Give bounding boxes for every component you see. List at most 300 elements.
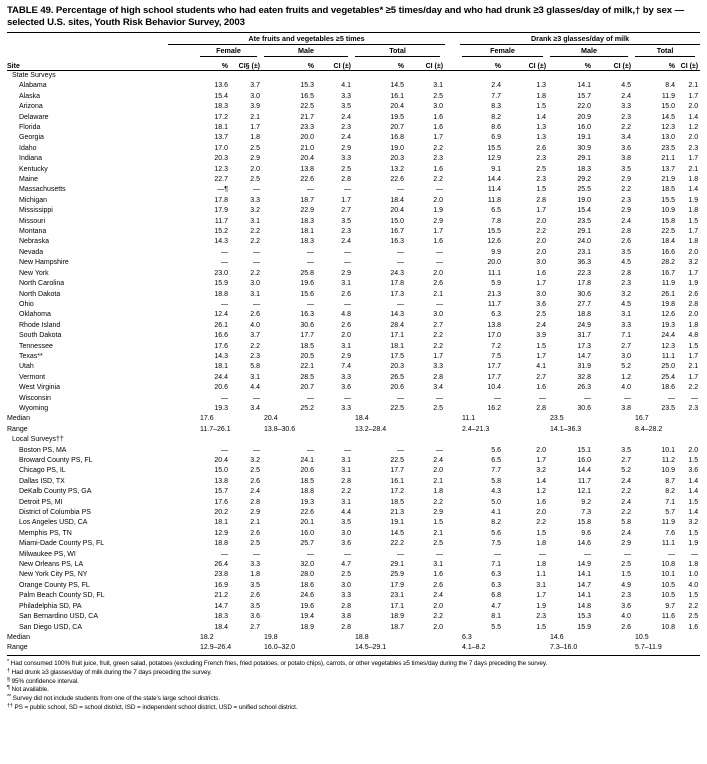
value-cell: 23.5	[661, 404, 676, 412]
ci-header: CI (±)	[316, 57, 353, 71]
value-cell: 2.0	[536, 509, 547, 517]
value-cell: 3.4	[433, 384, 444, 392]
column-gap	[445, 144, 460, 154]
value-cell: 16.3	[300, 311, 314, 319]
value-cell: —	[624, 394, 632, 402]
summary-value: 14.6	[550, 633, 564, 641]
value-cell: 11.7	[577, 477, 592, 485]
value-cell: 1.9	[433, 207, 444, 215]
table-row	[7, 539, 700, 549]
value-cell: 11.2	[661, 457, 676, 464]
value-cell: 13.7	[214, 134, 228, 142]
value-cell: 18.4	[661, 238, 676, 246]
value-cell: 1.1	[536, 571, 547, 579]
value-cell: 7.2	[491, 342, 502, 350]
table-row	[7, 196, 700, 206]
value-cell: 2.5	[341, 165, 351, 173]
value-cell: 3.3	[341, 404, 351, 412]
value-cell: 13.6	[214, 82, 228, 90]
value-cell: 2.4	[621, 92, 632, 100]
value-cell: 16.7	[661, 269, 676, 277]
table-row	[7, 113, 700, 123]
value-cell: 6.5	[491, 207, 502, 215]
group-header-fruits	[198, 34, 445, 45]
value-cell: 2.6	[621, 238, 632, 246]
value-cell: 25.4	[661, 373, 676, 381]
value-cell: 3.0	[341, 529, 351, 537]
column-gap	[445, 633, 460, 643]
value-cell: 5.0	[491, 498, 502, 506]
value-cell: 24.0	[577, 238, 592, 246]
value-cell: 1.7	[536, 457, 547, 464]
value-cell: 2.5	[433, 540, 444, 548]
value-cell: 3.5	[250, 581, 260, 589]
value-cell: 25.0	[661, 363, 676, 371]
column-gap	[445, 331, 460, 341]
column-gap	[445, 258, 460, 268]
value-cell: —	[221, 248, 228, 256]
value-cell: 4.4	[341, 509, 351, 517]
value-cell: 23.5	[661, 144, 676, 152]
value-cell: 30.6	[577, 290, 592, 298]
site-name: Vermont	[19, 373, 46, 381]
value-cell: 2.1	[433, 529, 444, 537]
value-cell: 29.1	[577, 155, 592, 163]
value-cell: 22.7	[214, 176, 228, 184]
value-cell: 12.9	[214, 529, 228, 537]
value-cell: 7.8	[491, 217, 502, 225]
value-cell: 3.9	[250, 103, 260, 111]
value-cell: 4.3	[491, 488, 502, 496]
site-name: District of Columbia PS	[19, 509, 91, 517]
value-cell: 19.0	[577, 196, 592, 204]
value-cell: 18.5	[390, 498, 404, 506]
value-cell: 2.9	[341, 144, 351, 152]
value-cell: 3.6	[250, 613, 260, 621]
value-cell: 23.3	[300, 124, 314, 131]
column-gap	[445, 602, 460, 612]
value-cell: 17.7	[300, 332, 314, 340]
value-cell: —	[397, 300, 404, 308]
value-cell: 4.1	[536, 363, 547, 371]
column-gap	[445, 321, 460, 331]
column-gap	[445, 206, 460, 216]
site-name: Palm Beach County SD, FL	[19, 592, 105, 600]
value-cell: 9.7	[665, 602, 676, 610]
value-cell: 22.9	[300, 207, 314, 215]
column-gap	[445, 185, 460, 195]
table-row	[7, 310, 700, 320]
value-cell: 2.7	[621, 342, 632, 350]
column-gap	[445, 290, 460, 300]
value-cell: 2.9	[621, 207, 632, 215]
column-gap	[445, 154, 460, 164]
value-cell: 16.0	[300, 529, 314, 537]
value-cell: 15.3	[300, 82, 314, 90]
footnote-marker: §	[7, 676, 10, 683]
site-name: Wisconsin	[19, 394, 51, 402]
value-cell: —	[221, 394, 228, 402]
value-cell: 2.2	[621, 509, 632, 517]
value-cell: 20.6	[300, 467, 314, 475]
value-cell: 23.0	[214, 269, 228, 277]
value-cell: 10.9	[661, 467, 676, 475]
summary-value: 10.5	[635, 633, 649, 641]
table-row	[7, 227, 700, 237]
table-row	[7, 300, 700, 310]
value-cell: 8.1	[491, 613, 502, 621]
value-cell: 3.0	[621, 352, 632, 360]
value-cell: 3.1	[536, 581, 547, 589]
value-cell: 7.3	[581, 509, 592, 517]
site-name: Los Angeles USD, CA	[19, 519, 88, 527]
page-title: TABLE 49. Percentage of high school students who had eaten fruits and vegetables* ≥5 times/day and who had drunk ≥3 glasses/day of milk,† by sex — selected U.S. sites, Youth Risk Behavior Survey, 2003	[7, 5, 700, 33]
section-header-row	[7, 435, 700, 445]
site-name: DeKalb County PS, GA	[19, 488, 92, 496]
table-row	[7, 165, 700, 175]
value-cell: 30.6	[577, 404, 592, 412]
value-cell: —	[253, 550, 260, 558]
group-header-row	[7, 34, 700, 45]
value-cell: 5.9	[491, 280, 502, 288]
value-cell: 17.2	[214, 113, 228, 121]
table-body	[7, 70, 700, 653]
column-gap	[445, 487, 460, 497]
value-cell: 16.6	[214, 332, 228, 340]
value-cell: 11.8	[487, 196, 502, 204]
value-cell: 21.1	[661, 155, 676, 163]
value-cell: 3.5	[341, 217, 351, 225]
value-cell: 26.5	[390, 373, 404, 381]
value-cell: 36.3	[577, 259, 592, 267]
value-cell: 18.3	[214, 103, 228, 111]
value-cell: 14.1	[577, 571, 592, 579]
value-cell: 24.3	[390, 269, 404, 277]
value-cell: 1.7	[341, 196, 351, 204]
value-cell: 17.1	[390, 332, 404, 340]
value-cell: 1.5	[536, 186, 547, 194]
value-cell: 2.7	[250, 623, 260, 631]
value-cell: 2.6	[341, 290, 351, 298]
column-gap	[445, 612, 460, 622]
value-cell: 3.3	[341, 92, 351, 100]
value-cell: 20.6	[214, 384, 228, 392]
summary-value: 14.1–36.3	[550, 425, 582, 433]
site-name: New York	[19, 269, 49, 277]
value-cell: —	[221, 300, 228, 308]
subgroup-label: Female	[462, 46, 543, 57]
value-cell: 2.4	[341, 134, 351, 142]
value-cell: 2.5	[250, 144, 260, 152]
value-cell: —	[539, 550, 547, 558]
footnote-marker: ¶	[7, 685, 10, 692]
value-cell: 15.4	[577, 207, 592, 215]
value-cell: 4.7	[491, 602, 502, 610]
table-row	[7, 623, 700, 633]
value-cell: 3.2	[250, 207, 260, 215]
value-cell: 20.7	[300, 384, 314, 392]
site-name: Dallas ISD, TX	[19, 477, 65, 485]
value-cell: 11.6	[661, 613, 676, 621]
value-cell: 32.0	[300, 561, 314, 569]
value-cell: 2.0	[688, 134, 699, 142]
value-cell: 2.5	[341, 571, 351, 579]
value-cell: 7.7	[491, 467, 502, 475]
value-cell: —	[221, 550, 228, 558]
value-cell: 14.5	[390, 529, 404, 537]
value-cell: 20.3	[390, 363, 404, 371]
column-gap	[445, 518, 460, 528]
summary-value: 20.4	[264, 415, 278, 423]
value-cell: 3.6	[341, 540, 351, 548]
value-cell: 16.3	[390, 238, 404, 246]
value-cell: 16.1	[390, 477, 404, 485]
table-row	[7, 602, 700, 612]
summary-value: 19.8	[264, 633, 278, 641]
value-cell: 2.9	[341, 352, 351, 360]
value-cell: 2.0	[688, 446, 699, 454]
value-cell: 2.3	[621, 592, 632, 600]
value-cell: 3.2	[536, 467, 547, 475]
value-cell: 2.7	[341, 207, 351, 215]
value-cell: 2.2	[250, 228, 260, 236]
value-cell: 1.5	[536, 342, 547, 350]
value-cell: 23.1	[577, 248, 592, 256]
value-cell: 7.1	[665, 498, 676, 506]
site-name: Delaware	[19, 113, 49, 121]
value-cell: —	[436, 446, 444, 454]
value-cell: —	[668, 394, 676, 402]
table-row	[7, 248, 700, 258]
column-gap	[445, 383, 460, 393]
value-cell: —	[344, 446, 351, 454]
value-cell: 2.2	[621, 186, 632, 194]
value-cell: 2.0	[688, 248, 699, 256]
summary-value: 18.4	[355, 415, 369, 423]
table-row	[7, 373, 700, 383]
value-cell: 19.8	[661, 300, 676, 308]
value-cell: —	[307, 248, 314, 256]
table-row	[7, 498, 700, 508]
value-cell: 22.5	[390, 457, 404, 464]
value-cell: 2.6	[536, 144, 547, 152]
value-cell: 2.9	[433, 217, 444, 225]
value-cell: 1.5	[536, 529, 547, 537]
value-cell: 15.0	[390, 217, 404, 225]
site-name: Idaho	[19, 144, 37, 152]
value-cell: 3.2	[688, 519, 699, 527]
value-cell: 16.1	[390, 92, 404, 100]
value-cell: 19.5	[390, 113, 404, 121]
column-gap	[445, 342, 460, 352]
value-cell: 2.6	[341, 321, 351, 329]
value-cell: 14.1	[577, 592, 592, 600]
value-cell: 7.7	[491, 92, 502, 100]
value-cell: 2.0	[536, 248, 547, 256]
summary-row	[7, 643, 700, 653]
value-cell: 2.0	[536, 446, 547, 454]
value-cell: 2.2	[433, 144, 444, 152]
value-cell: —	[307, 300, 314, 308]
column-gap	[445, 623, 460, 633]
subgroup-male	[262, 45, 353, 57]
value-cell: 7.1	[621, 332, 632, 340]
value-cell: 25.8	[300, 269, 314, 277]
summary-value: 8.4–28.2	[635, 425, 663, 433]
value-cell: 3.1	[433, 561, 444, 569]
subgroup-header-row	[7, 45, 700, 57]
value-cell: —	[691, 550, 699, 558]
value-cell: 1.2	[621, 373, 632, 381]
value-cell: 2.7	[621, 457, 632, 464]
column-gap	[445, 57, 460, 71]
value-cell: 2.6	[433, 581, 444, 589]
value-cell: 18.1	[214, 124, 228, 131]
value-cell: —	[344, 259, 351, 267]
value-cell: 13.8	[214, 477, 228, 485]
value-cell: 4.5	[621, 300, 632, 308]
value-cell: 2.1	[688, 363, 699, 371]
value-cell: 15.4	[214, 92, 228, 100]
value-cell: 12.9	[487, 155, 502, 163]
site-name: Kentucky	[19, 165, 48, 173]
summary-value: 11.7–26.1	[200, 425, 231, 433]
summary-value: 12.9–26.4	[200, 644, 232, 652]
value-cell: 1.5	[536, 623, 547, 631]
value-cell: 16.9	[214, 581, 228, 589]
value-cell: 15.2	[214, 228, 228, 236]
value-cell: 28.5	[300, 373, 314, 381]
footnote: ** Survey did not include students from one of the state’s large school districts.	[7, 694, 220, 703]
value-cell: 3.6	[341, 384, 351, 392]
value-cell: —	[436, 259, 444, 267]
value-cell: 28.4	[390, 321, 404, 329]
subgroup-female	[460, 45, 548, 57]
value-cell: 9.2	[581, 498, 592, 506]
pct-header: %	[460, 57, 503, 71]
value-cell: 19.4	[300, 613, 314, 621]
pct-header: %	[548, 57, 593, 71]
value-cell: 2.0	[250, 165, 260, 173]
value-cell: 4.9	[621, 581, 632, 589]
column-gap	[445, 165, 460, 175]
table-row	[7, 487, 700, 497]
section-label: State Surveys	[12, 71, 56, 79]
ci-header: CI (±)	[503, 57, 548, 71]
value-cell: 2.7	[433, 321, 444, 329]
value-cell: 2.9	[621, 540, 632, 548]
column-gap	[445, 113, 460, 123]
value-cell: —	[344, 186, 351, 194]
value-cell: 2.9	[433, 509, 444, 517]
value-cell: 3.0	[536, 290, 547, 298]
table-row	[7, 581, 700, 591]
value-cell: 17.2	[390, 488, 404, 496]
data-table	[7, 34, 700, 654]
value-cell: 1.6	[536, 269, 547, 277]
value-cell: 18.1	[300, 228, 314, 236]
table-row	[7, 550, 700, 560]
value-cell: 3.7	[250, 332, 260, 340]
table-row	[7, 81, 700, 91]
table-row	[7, 154, 700, 164]
value-cell: 2.9	[341, 269, 351, 277]
value-cell: 20.7	[390, 124, 404, 131]
value-cell: 2.8	[688, 300, 699, 308]
value-cell: 6.8	[491, 592, 502, 600]
value-cell: 22.0	[577, 103, 592, 111]
table-row	[7, 446, 700, 456]
value-cell: 1.3	[536, 82, 547, 90]
value-cell: 15.7	[577, 92, 592, 100]
value-cell: 17.8	[390, 280, 404, 288]
column-gap	[445, 508, 460, 518]
value-cell: 1.7	[688, 269, 699, 277]
value-cell: 3.1	[250, 373, 260, 381]
value-cell: 15.3	[577, 613, 592, 621]
table-row	[7, 144, 700, 154]
value-cell: 2.8	[250, 498, 260, 506]
value-cell: 11.9	[661, 280, 676, 288]
value-cell: —	[397, 446, 404, 454]
value-cell: 17.6	[214, 342, 228, 350]
column-gap	[445, 498, 460, 508]
value-cell: 1.8	[536, 540, 547, 548]
summary-value: 13.8–30.6	[264, 425, 296, 433]
value-cell: —	[253, 186, 260, 194]
value-cell: 9.9	[491, 248, 502, 256]
value-cell: 14.5	[390, 82, 404, 90]
value-cell: 2.0	[341, 332, 351, 340]
value-cell: 2.2	[536, 519, 547, 527]
value-cell: 4.8	[341, 311, 351, 319]
column-gap	[445, 279, 460, 289]
value-cell: 24.6	[300, 592, 314, 600]
value-cell: 19.3	[661, 321, 676, 329]
value-cell: 26.1	[214, 321, 228, 329]
value-cell: 25.5	[577, 186, 592, 194]
value-cell: 2.2	[433, 613, 444, 621]
summary-value: 16.0–32.0	[264, 644, 296, 652]
value-cell: 3.5	[341, 103, 351, 111]
value-cell: 1.2	[688, 124, 699, 131]
value-cell: 3.1	[433, 82, 444, 90]
value-cell: 2.4	[621, 529, 632, 537]
value-cell: 2.1	[250, 519, 260, 527]
value-cell: 2.0	[536, 217, 547, 225]
column-gap	[445, 300, 460, 310]
value-cell: 2.3	[621, 113, 632, 121]
summary-value: 6.3	[462, 633, 472, 641]
value-cell: 2.5	[250, 467, 260, 475]
value-cell: 18.3	[214, 613, 228, 621]
value-cell: 19.6	[300, 602, 314, 610]
value-cell: 2.5	[250, 176, 260, 184]
value-cell: 3.0	[341, 581, 351, 589]
value-cell: 15.7	[214, 488, 228, 496]
table-row	[7, 466, 700, 476]
table-row	[7, 342, 700, 352]
value-cell: 14.7	[577, 581, 592, 589]
value-cell: 3.5	[250, 602, 260, 610]
value-cell: 1.4	[536, 477, 547, 485]
table-row	[7, 237, 700, 247]
value-cell: 15.5	[487, 144, 502, 152]
value-cell: 2.8	[341, 602, 351, 610]
value-cell: 11.4	[487, 186, 502, 194]
value-cell: 3.1	[341, 467, 351, 475]
table-row	[7, 102, 700, 112]
